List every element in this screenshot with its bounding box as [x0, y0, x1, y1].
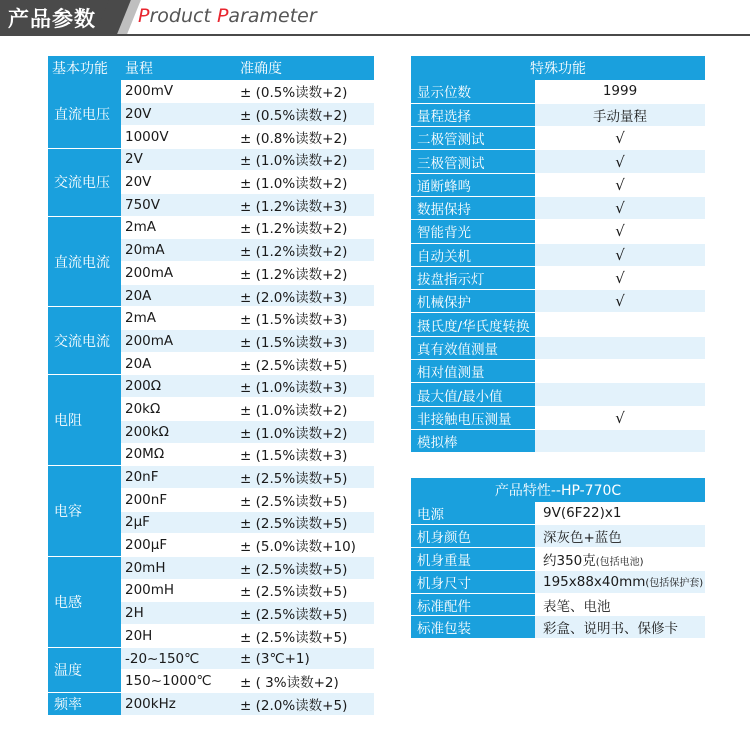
spec-table-header — [48, 56, 374, 80]
feature-label: 数据保持 — [411, 196, 535, 219]
feature-label: 摄氏度/华氏度转换 — [411, 313, 535, 336]
checkmark-icon: √ — [535, 243, 705, 266]
range-cell: 1000V — [121, 125, 236, 148]
property-label: 机身尺寸 — [411, 570, 535, 593]
accuracy-cell: ± (5.0%读数+10) — [236, 534, 374, 557]
accuracy-cell: ± (2.5%读数+5) — [236, 352, 374, 375]
checkmark-icon: √ — [535, 127, 705, 150]
accuracy-cell: ± (0.5%读数+2) — [236, 103, 374, 126]
spec-table-body — [48, 80, 374, 715]
table-row — [411, 150, 705, 173]
property-value-text: 彩盒、说明书、保修卡 — [543, 621, 678, 638]
accuracy-cell: ± (1.2%读数+2) — [236, 262, 374, 285]
range-cell: 20nF — [121, 466, 236, 489]
checkmark-icon: √ — [535, 196, 705, 219]
table-row — [411, 103, 705, 126]
range-cell: 2mA — [121, 216, 236, 239]
table-row — [48, 466, 374, 489]
table-row — [411, 616, 705, 639]
accuracy-cell: ± (1.5%读数+3) — [236, 307, 374, 330]
header-underline — [0, 34, 750, 36]
feature-value: 1999 — [535, 80, 705, 103]
feature-table-header — [411, 478, 705, 502]
property-label: 标准配件 — [411, 593, 535, 616]
property-value — [535, 593, 705, 616]
feature-value — [535, 313, 705, 336]
page-header — [0, 0, 750, 36]
range-cell: 200kHz — [121, 693, 236, 716]
accuracy-cell: ± (3℃+1) — [236, 647, 374, 670]
product-feature-table — [411, 478, 705, 639]
table-row — [411, 406, 705, 429]
accuracy-cell: ± (0.5%读数+2) — [236, 80, 374, 103]
function-category: 电容 — [48, 466, 121, 557]
checkmark-icon: √ — [535, 266, 705, 289]
table-row — [48, 556, 374, 579]
special-table-body — [411, 80, 705, 453]
table-row — [411, 290, 705, 313]
accuracy-cell: ± (1.5%读数+3) — [236, 330, 374, 353]
range-cell: 200mV — [121, 80, 236, 103]
col-header-function: 基本功能 — [48, 56, 121, 80]
table-row — [411, 360, 705, 383]
range-cell: 20kΩ — [121, 398, 236, 421]
range-cell: 20mH — [121, 556, 236, 579]
property-value-text: 195x88x40mm — [543, 573, 646, 590]
range-cell: 20mA — [121, 239, 236, 262]
feature-label: 模拟棒 — [411, 429, 535, 452]
accuracy-cell: ± (1.0%读数+3) — [236, 375, 374, 398]
range-cell: 200Ω — [121, 375, 236, 398]
table-row — [48, 647, 374, 670]
table-row — [411, 313, 705, 336]
range-cell: 200μF — [121, 534, 236, 557]
property-note: (包括保护套) — [645, 577, 704, 589]
feature-label: 拔盘指示灯 — [411, 266, 535, 289]
function-category: 电阻 — [48, 375, 121, 466]
feature-label: 三极管测试 — [411, 150, 535, 173]
accuracy-cell: ± (1.2%读数+2) — [236, 216, 374, 239]
table-row — [411, 570, 705, 593]
table-row — [48, 693, 374, 716]
property-value — [535, 616, 705, 639]
accuracy-cell: ± (2.5%读数+5) — [236, 511, 374, 534]
special-function-table — [411, 56, 705, 453]
table-row — [411, 220, 705, 243]
table-row — [411, 173, 705, 196]
property-value-text: 深灰色+蓝色 — [543, 530, 622, 547]
table-row — [48, 80, 374, 103]
table-row — [411, 548, 705, 571]
feature-table-body — [411, 502, 705, 639]
property-value-text: 9V(6F22)x1 — [543, 505, 622, 522]
feature-label: 显示位数 — [411, 80, 535, 103]
table-row — [411, 196, 705, 219]
function-category: 直流电流 — [48, 216, 121, 307]
checkmark-icon: √ — [535, 406, 705, 429]
accuracy-cell: ± (1.5%读数+3) — [236, 443, 374, 466]
accuracy-cell: ± (1.0%读数+2) — [236, 420, 374, 443]
table-row — [411, 429, 705, 452]
feature-label: 量程选择 — [411, 103, 535, 126]
feature-label: 二极管测试 — [411, 127, 535, 150]
feature-value: 手动量程 — [535, 103, 705, 126]
function-category: 交流电压 — [48, 148, 121, 216]
table-row — [411, 383, 705, 406]
property-value-text: 约350克 — [543, 552, 596, 569]
feature-label: 自动关机 — [411, 243, 535, 266]
feature-label: 智能背光 — [411, 220, 535, 243]
property-label: 电源 — [411, 502, 535, 525]
property-value-text: 表笔、电池 — [543, 598, 611, 615]
accuracy-cell: ± (2.5%读数+5) — [236, 602, 374, 625]
function-category: 交流电流 — [48, 307, 121, 375]
feature-value — [535, 336, 705, 359]
feature-value — [535, 383, 705, 406]
range-cell: 200kΩ — [121, 420, 236, 443]
special-table-header — [411, 56, 705, 80]
table-row — [411, 127, 705, 150]
page-title-en: Product Parameter — [138, 5, 317, 27]
feature-value — [535, 429, 705, 452]
table-row — [411, 266, 705, 289]
range-cell: 200nF — [121, 488, 236, 511]
accuracy-cell: ± (2.5%读数+5) — [236, 579, 374, 602]
property-value — [535, 548, 705, 571]
accuracy-cell: ± (2.5%读数+5) — [236, 466, 374, 489]
feature-value — [535, 360, 705, 383]
property-value — [535, 525, 705, 548]
table-row — [411, 243, 705, 266]
property-label: 机身重量 — [411, 548, 535, 571]
range-cell: 20V — [121, 103, 236, 126]
feature-label: 非接触电压测量 — [411, 406, 535, 429]
function-category: 温度 — [48, 647, 121, 692]
special-table-title: 特殊功能 — [411, 56, 705, 80]
accuracy-cell: ± (0.8%读数+2) — [236, 125, 374, 148]
table-row — [411, 502, 705, 525]
table-row — [48, 216, 374, 239]
range-cell: 200mA — [121, 330, 236, 353]
property-value — [535, 502, 705, 525]
feature-table-title: 产品特性--HP-770C — [411, 478, 705, 502]
accuracy-cell: ± (1.0%读数+2) — [236, 171, 374, 194]
table-row — [411, 593, 705, 616]
function-category: 频率 — [48, 693, 121, 716]
range-cell: 20A — [121, 352, 236, 375]
feature-label: 最大值/最小值 — [411, 383, 535, 406]
table-row — [411, 336, 705, 359]
feature-label: 真有效值测量 — [411, 336, 535, 359]
accuracy-cell: ± (1.2%读数+3) — [236, 193, 374, 216]
accuracy-cell: ± (2.5%读数+5) — [236, 625, 374, 648]
accuracy-cell: ± (1.0%读数+2) — [236, 398, 374, 421]
range-cell: 750V — [121, 193, 236, 216]
range-cell: 2μF — [121, 511, 236, 534]
range-cell: 2V — [121, 148, 236, 171]
table-row — [411, 525, 705, 548]
property-note: (包括电池) — [595, 556, 644, 568]
table-row — [48, 375, 374, 398]
checkmark-icon: √ — [535, 220, 705, 243]
accuracy-cell: ± (2.5%读数+5) — [236, 488, 374, 511]
table-row — [48, 307, 374, 330]
range-cell: -20~150℃ — [121, 647, 236, 670]
property-label: 机身颜色 — [411, 525, 535, 548]
spec-table — [48, 56, 374, 716]
feature-label: 通断蜂鸣 — [411, 173, 535, 196]
page-title-cn: 产品参数 — [8, 7, 96, 31]
function-category: 直流电压 — [48, 80, 121, 148]
accuracy-cell: ± (2.0%读数+3) — [236, 284, 374, 307]
feature-label: 机械保护 — [411, 290, 535, 313]
range-cell: 200mA — [121, 262, 236, 285]
function-category: 电感 — [48, 556, 121, 647]
range-cell: 20A — [121, 284, 236, 307]
col-header-accuracy: 准确度 — [236, 56, 374, 80]
checkmark-icon: √ — [535, 173, 705, 196]
checkmark-icon: √ — [535, 290, 705, 313]
range-cell: 150~1000℃ — [121, 670, 236, 693]
feature-label: 相对值测量 — [411, 360, 535, 383]
checkmark-icon: √ — [535, 150, 705, 173]
table-row — [48, 148, 374, 171]
table-row — [411, 80, 705, 103]
property-value — [535, 570, 705, 593]
col-header-range: 量程 — [121, 56, 236, 80]
property-label: 标准包装 — [411, 616, 535, 639]
range-cell: 20V — [121, 171, 236, 194]
accuracy-cell: ± (2.5%读数+5) — [236, 556, 374, 579]
range-cell: 200mH — [121, 579, 236, 602]
accuracy-cell: ± (2.0%读数+5) — [236, 693, 374, 716]
range-cell: 2H — [121, 602, 236, 625]
range-cell: 2mA — [121, 307, 236, 330]
accuracy-cell: ± ( 3%读数+2) — [236, 670, 374, 693]
accuracy-cell: ± (1.2%读数+2) — [236, 239, 374, 262]
accuracy-cell: ± (1.0%读数+2) — [236, 148, 374, 171]
range-cell: 20H — [121, 625, 236, 648]
range-cell: 20MΩ — [121, 443, 236, 466]
